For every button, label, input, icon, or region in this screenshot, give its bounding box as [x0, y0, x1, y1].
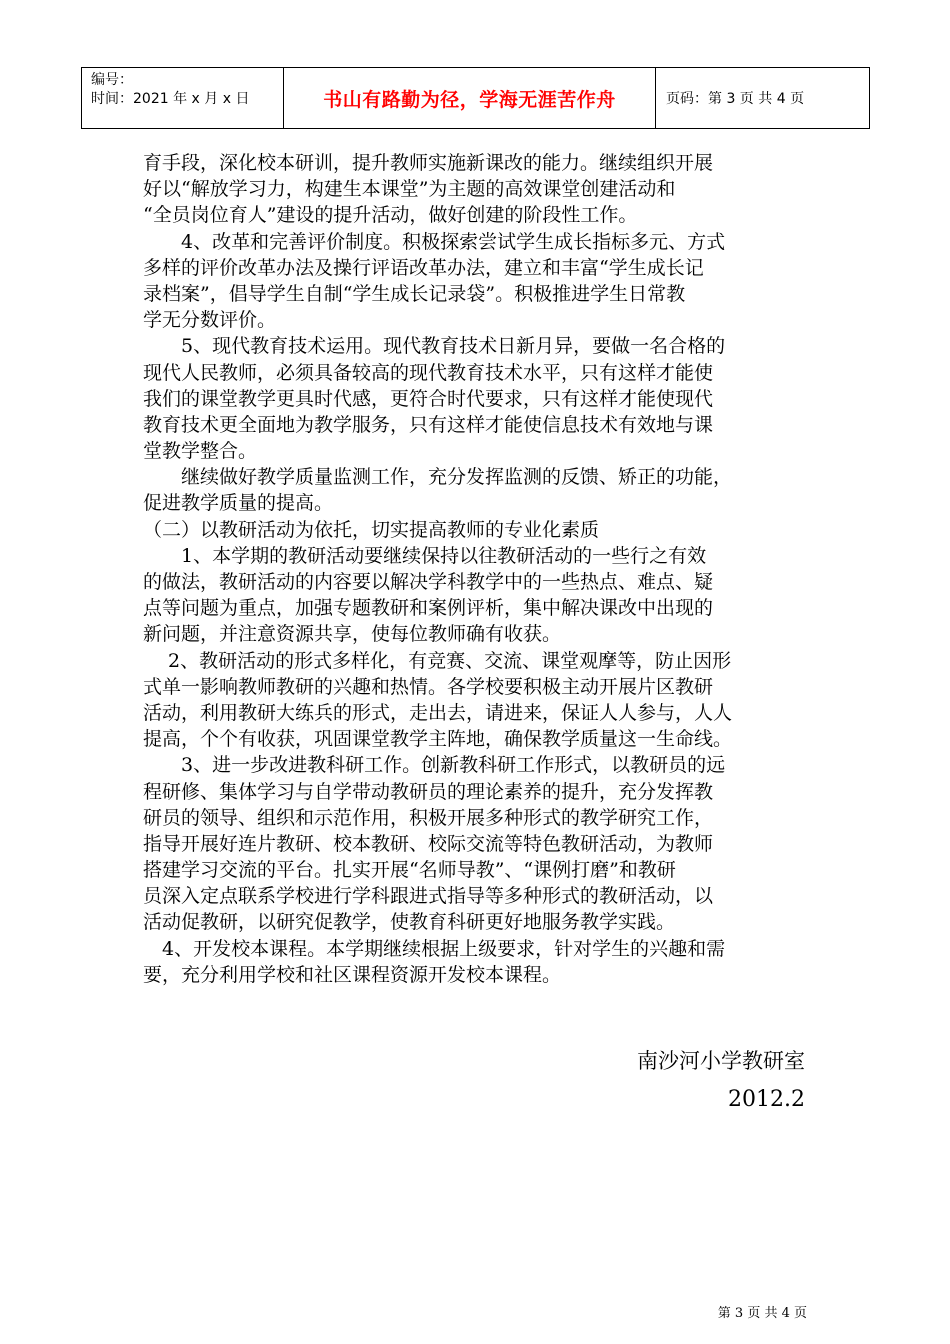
- body-text-line: 员深入定点联系学校进行学科跟进式指导等多种形式的教研活动，以: [143, 885, 714, 908]
- document-header: [81, 67, 870, 129]
- document-body: [143, 150, 813, 988]
- body-text-line: 2、教研活动的形式多样化，有竞赛、交流、课堂观摩等，防止因形: [143, 649, 732, 672]
- body-text-line: 育手段，深化校本研训，提升教师实施新课改的能力。继续组织开展: [143, 152, 714, 174]
- body-text-line: 要，充分利用学校和社区课程资源开发校本课程。: [143, 963, 562, 986]
- body-text-line: 5、现代教育技术运用。现代教育技术日新月异，要做一名合格的: [143, 335, 726, 358]
- body-text-line: 录档案”，倡导学生自制“学生成长记录袋”。积极推进学生日常教: [143, 282, 686, 305]
- body-text-line: 的做法，教研活动的内容要以解决学科教学中的一些热点、难点、疑: [143, 571, 714, 593]
- header-page-info: 页码：第 3 页 共 4 页: [666, 91, 805, 107]
- signature-organization: 南沙河小学教研室: [637, 1049, 805, 1073]
- body-text-line: 4、改革和完善评价制度。积极探索尝试学生成长指标多元、方式: [143, 230, 726, 253]
- body-text-line: “全员岗位育人”建设的提升活动，做好创建的阶段性工作。: [143, 204, 638, 227]
- body-text-line: 指导开展好连片教研、校本教研、校际交流等特色教研活动，为教师: [143, 832, 714, 855]
- motto-text: 书山有路勤为径，学海无涯苦作舟: [323, 88, 616, 111]
- body-text-line: 程研修、集体学习与自学带动教研员的理论素养的提升，充分发挥教: [143, 780, 714, 803]
- body-text-line: 1、本学期的教研活动要继续保持以往教研活动的一些行之有效: [143, 544, 707, 567]
- signature-date: 2012.2: [728, 1087, 805, 1112]
- body-text-line: 提高，个个有收获，巩固课堂教学主阵地，确保教学质量这一生命线。: [143, 728, 733, 751]
- body-text-line: 活动促教研，以研究促教学，使教育科研更好地服务教学实践。: [143, 911, 676, 934]
- header-meta-cell: [82, 68, 284, 128]
- body-text-line: 4、开发校本课程。本学期继续根据上级要求，针对学生的兴趣和需: [143, 937, 726, 960]
- body-text-line: 继续做好教学质量监测工作，充分发挥监测的反馈、矫正的功能，: [143, 466, 733, 489]
- body-text-line: 堂教学整合。: [143, 440, 258, 463]
- body-text-line: 现代人民教师，必须具备较高的现代教育技术水平，只有这样才能使: [143, 361, 714, 384]
- body-text-line: 学无分数评价。: [143, 309, 277, 332]
- body-text-line: 教育技术更全面地为教学服务，只有这样才能使信息技术有效地与课: [143, 413, 714, 436]
- body-text-line: 促进教学质量的提高。: [143, 492, 334, 515]
- body-text-line: 多样的评价改革办法及操行评语改革办法，建立和丰富“学生成长记: [143, 256, 704, 279]
- footer-page-info: 第 3 页 共 4 页: [717, 1306, 807, 1321]
- body-text-line: （二）以教研活动为依托，切实提高教师的专业化素质: [143, 518, 600, 541]
- body-text-line: 新问题，并注意资源共享，使每位教师确有收获。: [143, 623, 562, 646]
- time-label: 时间：2021 年 x 月 x 日: [91, 91, 250, 107]
- header-page-cell: [656, 68, 869, 128]
- header-motto-cell: [284, 68, 656, 128]
- body-text-line: 搭建学习交流的平台。扎实开展“名师导教”、“课例打磨”和教研: [143, 859, 676, 882]
- body-text-line: 点等问题为重点，加强专题教研和案例评析，集中解决课改中出现的: [143, 597, 714, 620]
- number-label: 编号：: [91, 72, 133, 88]
- body-text-line: 式单一影响教师教研的兴趣和热情。各学校要积极主动开展片区教研: [143, 675, 714, 698]
- body-text-line: 好以“解放学习力，构建生本课堂”为主题的高效课堂创建活动和: [143, 178, 676, 201]
- body-text-line: 活动，利用教研大练兵的形式，走出去，请进来，保证人人参与，人人: [143, 701, 733, 724]
- body-text-line: 3、进一步改进教科研工作。创新教科研工作形式，以教研员的远: [143, 754, 726, 777]
- body-text-line: 研员的领导、组织和示范作用，积极开展多种形式的教学研究工作，: [143, 806, 714, 829]
- body-text-line: 我们的课堂教学更具时代感，更符合时代要求，只有这样才能使现代: [143, 387, 714, 410]
